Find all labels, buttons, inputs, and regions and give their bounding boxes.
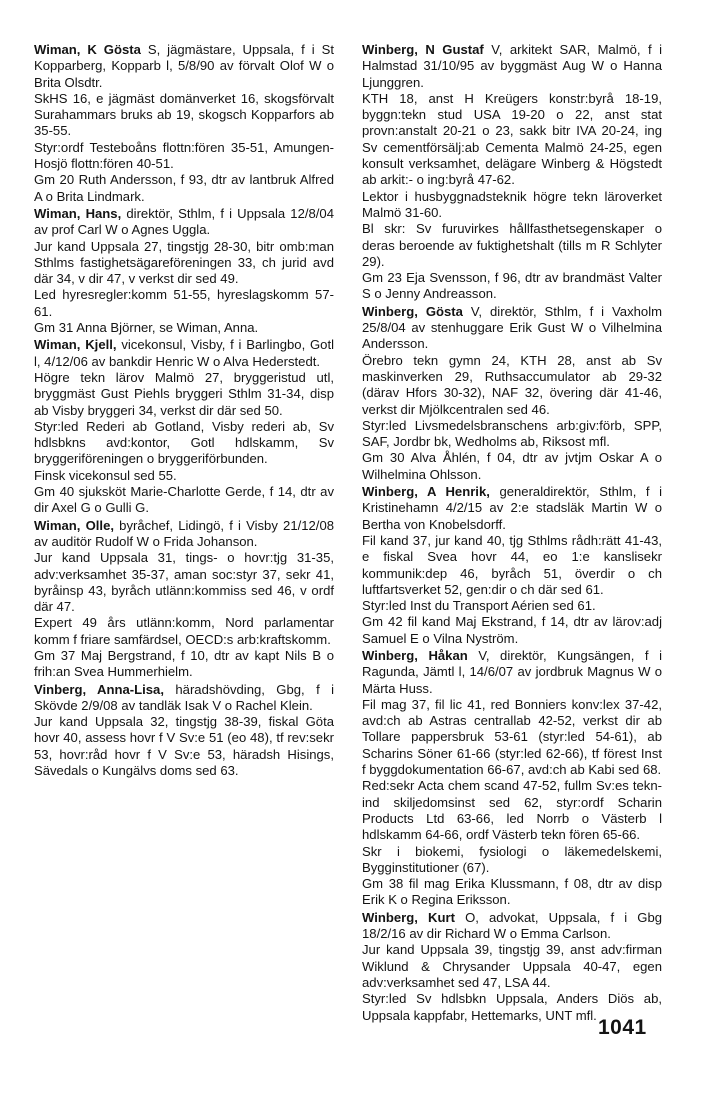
entry-name: Wiman, Kjell, <box>34 337 117 353</box>
entry-paragraph <box>34 287 334 320</box>
entry-text: S, jägmästare, Uppsala, f i St Kopparberg, Kopparb l, 5/8/90 av förvalt Olof W o Brita Olsdtr. <box>34 42 334 90</box>
page-number: 1041 <box>598 1016 647 1039</box>
entry-paragraph <box>34 682 334 715</box>
entry-paragraph <box>34 648 334 681</box>
bio-entry <box>34 682 334 780</box>
bio-entry <box>34 518 334 681</box>
entry-paragraph <box>362 353 662 418</box>
entry-name: Wiman, Hans, <box>34 205 122 221</box>
entry-text: V, arkitekt SAR, Malmö, f i Halmstad 31/10/95 av byggmäst Aug W o Hanna Ljunggren. <box>362 42 663 90</box>
entry-paragraph <box>34 615 334 648</box>
entry-paragraph <box>34 419 334 468</box>
entry-text: V, direktör, Sthlm, f i Vaxholm 25/8/04 av stenhuggare Erik Gust W o Vilhelmina Andersson. <box>362 303 663 352</box>
entry-paragraph <box>34 206 334 239</box>
entry-paragraph <box>34 172 334 205</box>
entry-paragraph <box>362 697 662 778</box>
entry-text: SkHS 16, e jägmäst domänverket 16, skogsförvalt Surahammars bruks ab 19, skogsch Kopparfors ab 35-55. <box>34 90 334 139</box>
entry-text: Led hyresregler:komm 51-55, hyreslagskomm 57-61. <box>34 287 334 319</box>
entry-text: Styr:led Rederi ab Gotland, Visby rederi ab, Sv hdlsbkns avd:kontor, Gotl hdlskamm, Sv bryggeriföreningen o bryggeriförbunden. <box>34 418 334 467</box>
entry-text: Expert 49 års utlänn:komm, Nord parlamentar komm f friare samfärdsel, OECD:s arb:kraftskomm. <box>34 615 334 647</box>
entry-paragraph <box>362 189 662 222</box>
entry-text: Styr:ordf Testeboåns flottn:fören 35-51, Amungen-Hosjö flottn:fören 40-51. <box>34 139 334 172</box>
entry-name: Winberg, Gösta <box>362 303 463 319</box>
entry-text: Bl skr: Sv furuvirkes hållfasthetsegenskaper o deras beroende av fuktighetshalt (tills m R Schlyter 29). <box>362 221 662 269</box>
entry-text: direktör, Sthlm, f i Uppsala 12/8/04 av prof Carl W o Agnes Uggla. <box>34 205 334 238</box>
entry-text: KTH 18, anst H Kreügers konstr:byrå 18-19, byggn:tekn stud USA 19-20 o 22, anst stat provn:anstalt 20-21 o 23, sakk bitr IVA 20-24, ing Sv cementförsälj:ab Cementa Malmö 24-25, egen konsult verksamhet, delägare Winberg & Högstedt ab arkit:- o ing:byrå 47-62. <box>362 90 662 188</box>
entry-name: Wiman, K Gösta <box>34 42 141 57</box>
entry-paragraph <box>362 598 662 614</box>
entry-paragraph <box>34 320 334 336</box>
entry-paragraph <box>362 876 662 909</box>
entry-paragraph <box>362 450 662 483</box>
entry-text: Högre tekn lärov Malmö 27, bryggeristud utl, bryggmäst Gust Piehls bryggeri Sthlm 31-34, disp ab Visby bryggeri 34, verkst dir där sed 50. <box>34 369 334 418</box>
bio-entry <box>362 484 662 647</box>
entry-text: Örebro tekn gymn 24, KTH 28, anst ab Sv maskinverken 29, Ruthsaccumulator ab 29-32 (därav Hfors 30-32), NAF 32, övering där 41-46, verkst dir Mjölkcentralen sed 46. <box>362 352 662 417</box>
entry-paragraph <box>34 239 334 288</box>
bio-entry <box>34 337 334 516</box>
entry-text: Jur kand Uppsala 31, tings- o hovr:tjg 31-35, adv:verksamhet 35-37, aman soc:styr 37, sekr 41, byråinsp 43, byråch utlänn:kommiss sed 46, v ordf där 47. <box>34 550 334 615</box>
entry-name: Vinberg, Anna-Lisa, <box>34 681 164 697</box>
entry-text: Gm 31 Anna Björner, se Wiman, Anna. <box>34 320 259 336</box>
entry-paragraph <box>362 91 662 189</box>
entry-text: Gm 37 Maj Bergstrand, f 10, dtr av kapt Nils B o frih:an Svea Hummerhielm. <box>34 647 334 680</box>
entry-text: Styr:led Sv hdlsbkn Uppsala, Anders Diös ab, Uppsala kappfabr, Hettemarks, UNT mfl. <box>362 991 662 1023</box>
entry-name: Winberg, Kurt <box>362 909 455 925</box>
entry-paragraph <box>34 91 334 140</box>
bio-entry <box>362 42 662 303</box>
entry-text: Styr:led Livsmedelsbranschens arb:giv:förb, SPP, SAF, Jordbr bk, Wedholms ab, Riksost mfl. <box>362 417 662 450</box>
entry-paragraph <box>362 614 662 647</box>
entry-paragraph <box>34 484 334 517</box>
entry-text: Red:sekr Acta chem scand 47-52, fullm Sv:es tekn-ind skiljedomsinst sed 62, styr:ordf Scharin Products Ltd 63-66, led Norrb o Västerb l hdlskamm 64-66, ordf Västerb tekn fören 65-66. <box>362 778 662 843</box>
bio-entry <box>34 42 334 205</box>
entry-paragraph <box>34 518 334 551</box>
entry-name: Winberg, A Henrik, <box>362 484 490 500</box>
entry-paragraph <box>34 370 334 419</box>
bio-entry <box>362 910 662 1024</box>
entry-text: Finsk vicekonsul sed 55. <box>34 467 177 483</box>
entry-text: O, advokat, Uppsala, f i Gbg 18/2/16 av dir Richard W o Emma Carlson. <box>362 909 663 942</box>
entry-text: häradshövding, Gbg, f i Skövde 2/9/08 av tandläk Isak V o Rachel Klein. <box>34 681 335 713</box>
entry-paragraph <box>362 418 662 451</box>
entry-paragraph <box>362 304 662 353</box>
entry-text: Lektor i husbyggnadsteknik högre tekn läroverket Malmö 31-60. <box>362 188 662 220</box>
entry-text: V, direktör, Kungsängen, f i Ragunda, Jämtl l, 14/6/07 av jordbruk Magnus W o Märta Huss. <box>362 647 662 696</box>
entry-paragraph <box>362 42 662 91</box>
entry-text: Jur kand Uppsala 39, tingstjg 39, anst adv:firman Wiklund & Chrysander Uppsala 40-47, egen adv:verksamhet sed 47, LSA 44. <box>362 942 662 990</box>
entry-paragraph <box>362 221 662 270</box>
entry-text: Skr i biokemi, fysiologi o läkemedelskemi, Bygginstitutioner (67). <box>362 843 662 875</box>
entry-text: Fil mag 37, fil lic 41, red Bonniers konv:lex 37-42, avd:ch ab Astras centrallab 42-52, verkst dir ab Tollare pappersbruk 53-61 (styr:led 54-61), ab Scharins Söner 61-66 (styr:led 62-66), tf förest Inst f byggdokumentation 66-67, avd:ch ab Kabi sed 68. <box>362 696 662 778</box>
entry-text: generaldirektör, Sthlm, f i Kristinehamn 4/2/15 av 2:e stadsläk Martin W o Bertha von Knobelsdorff. <box>362 484 663 532</box>
entry-text: byråchef, Lidingö, f i Visby 21/12/08 av auditör Rudolf W o Frida Johanson. <box>34 517 335 549</box>
entry-paragraph <box>362 484 662 533</box>
entry-paragraph <box>34 714 334 779</box>
entry-paragraph <box>362 270 662 303</box>
entry-paragraph <box>362 910 662 943</box>
entry-name: Winberg, N Gustaf <box>362 42 484 57</box>
entry-name: Wiman, Olle, <box>34 517 114 533</box>
entry-text: vicekonsul, Visby, f i Barlingbo, Gotl l, 4/12/06 av bankdir Henric W o Alva Hederstedt. <box>34 337 335 369</box>
entry-text: Gm 20 Ruth Andersson, f 93, dtr av lantbruk Alfred A o Brita Lindmark. <box>34 172 334 204</box>
bio-entry <box>34 206 334 336</box>
entry-text: Fil kand 37, jur kand 40, tjg Sthlms rådh:rätt 41-43, e fiskal Svea hovr 44, eo 1:e kanslisekr kommunik:dep 46, byråch 51, överdir o ch luftfartsverket 52, gen:dir o ch där sed 61. <box>362 532 662 597</box>
entry-text: Jur kand Uppsala 32, tingstjg 38-39, fiskal Göta hovr 40, assess hovr f V Sv:e 51 (eo 48), tf rev:sekr 53, hovr:råd hovr f V Sv:e 53, häradsh Hisings, Sävedals o Kungälvs doms sed 63. <box>34 714 334 779</box>
entry-text: Gm 38 fil mag Erika Klussmann, f 08, dtr av disp Erik K o Regina Eriksson. <box>362 876 662 908</box>
entry-paragraph <box>34 337 334 370</box>
entry-paragraph <box>362 778 662 843</box>
entry-text: Styr:led Inst du Transport Aérien sed 61. <box>362 598 596 614</box>
entry-text: Gm 30 Alva Åhlén, f 04, dtr av jvtjm Oskar A o Wilhelmina Ohlsson. <box>362 450 662 482</box>
entry-paragraph <box>34 140 334 173</box>
entry-paragraph <box>34 42 334 91</box>
entry-paragraph <box>362 533 662 598</box>
entry-name: Winberg, Håkan <box>362 647 468 663</box>
entry-paragraph <box>362 942 662 991</box>
entry-paragraph <box>362 844 662 877</box>
left-column <box>34 42 334 780</box>
right-column <box>362 42 662 1025</box>
bio-entry <box>362 304 662 483</box>
entry-paragraph <box>362 648 662 697</box>
entry-paragraph <box>34 550 334 615</box>
entry-text: Jur kand Uppsala 27, tingstjg 28-30, bitr omb:man Sthlms fastighetsägareföreningen 33, ch jurid avd där 34, v dir 47, v verkst dir sed 49. <box>34 238 334 287</box>
bio-entry <box>362 648 662 909</box>
entry-text: Gm 23 Eja Svensson, f 96, dtr av brandmäst Valter S o Jenny Andreasson. <box>362 270 662 302</box>
entry-text: Gm 40 sjuksköt Marie-Charlotte Gerde, f 14, dtr av dir Axel G o Gulli G. <box>34 484 334 516</box>
entry-paragraph <box>34 468 334 484</box>
entry-text: Gm 42 fil kand Maj Ekstrand, f 14, dtr av lärov:adj Samuel E o Vilna Nyström. <box>362 614 662 646</box>
